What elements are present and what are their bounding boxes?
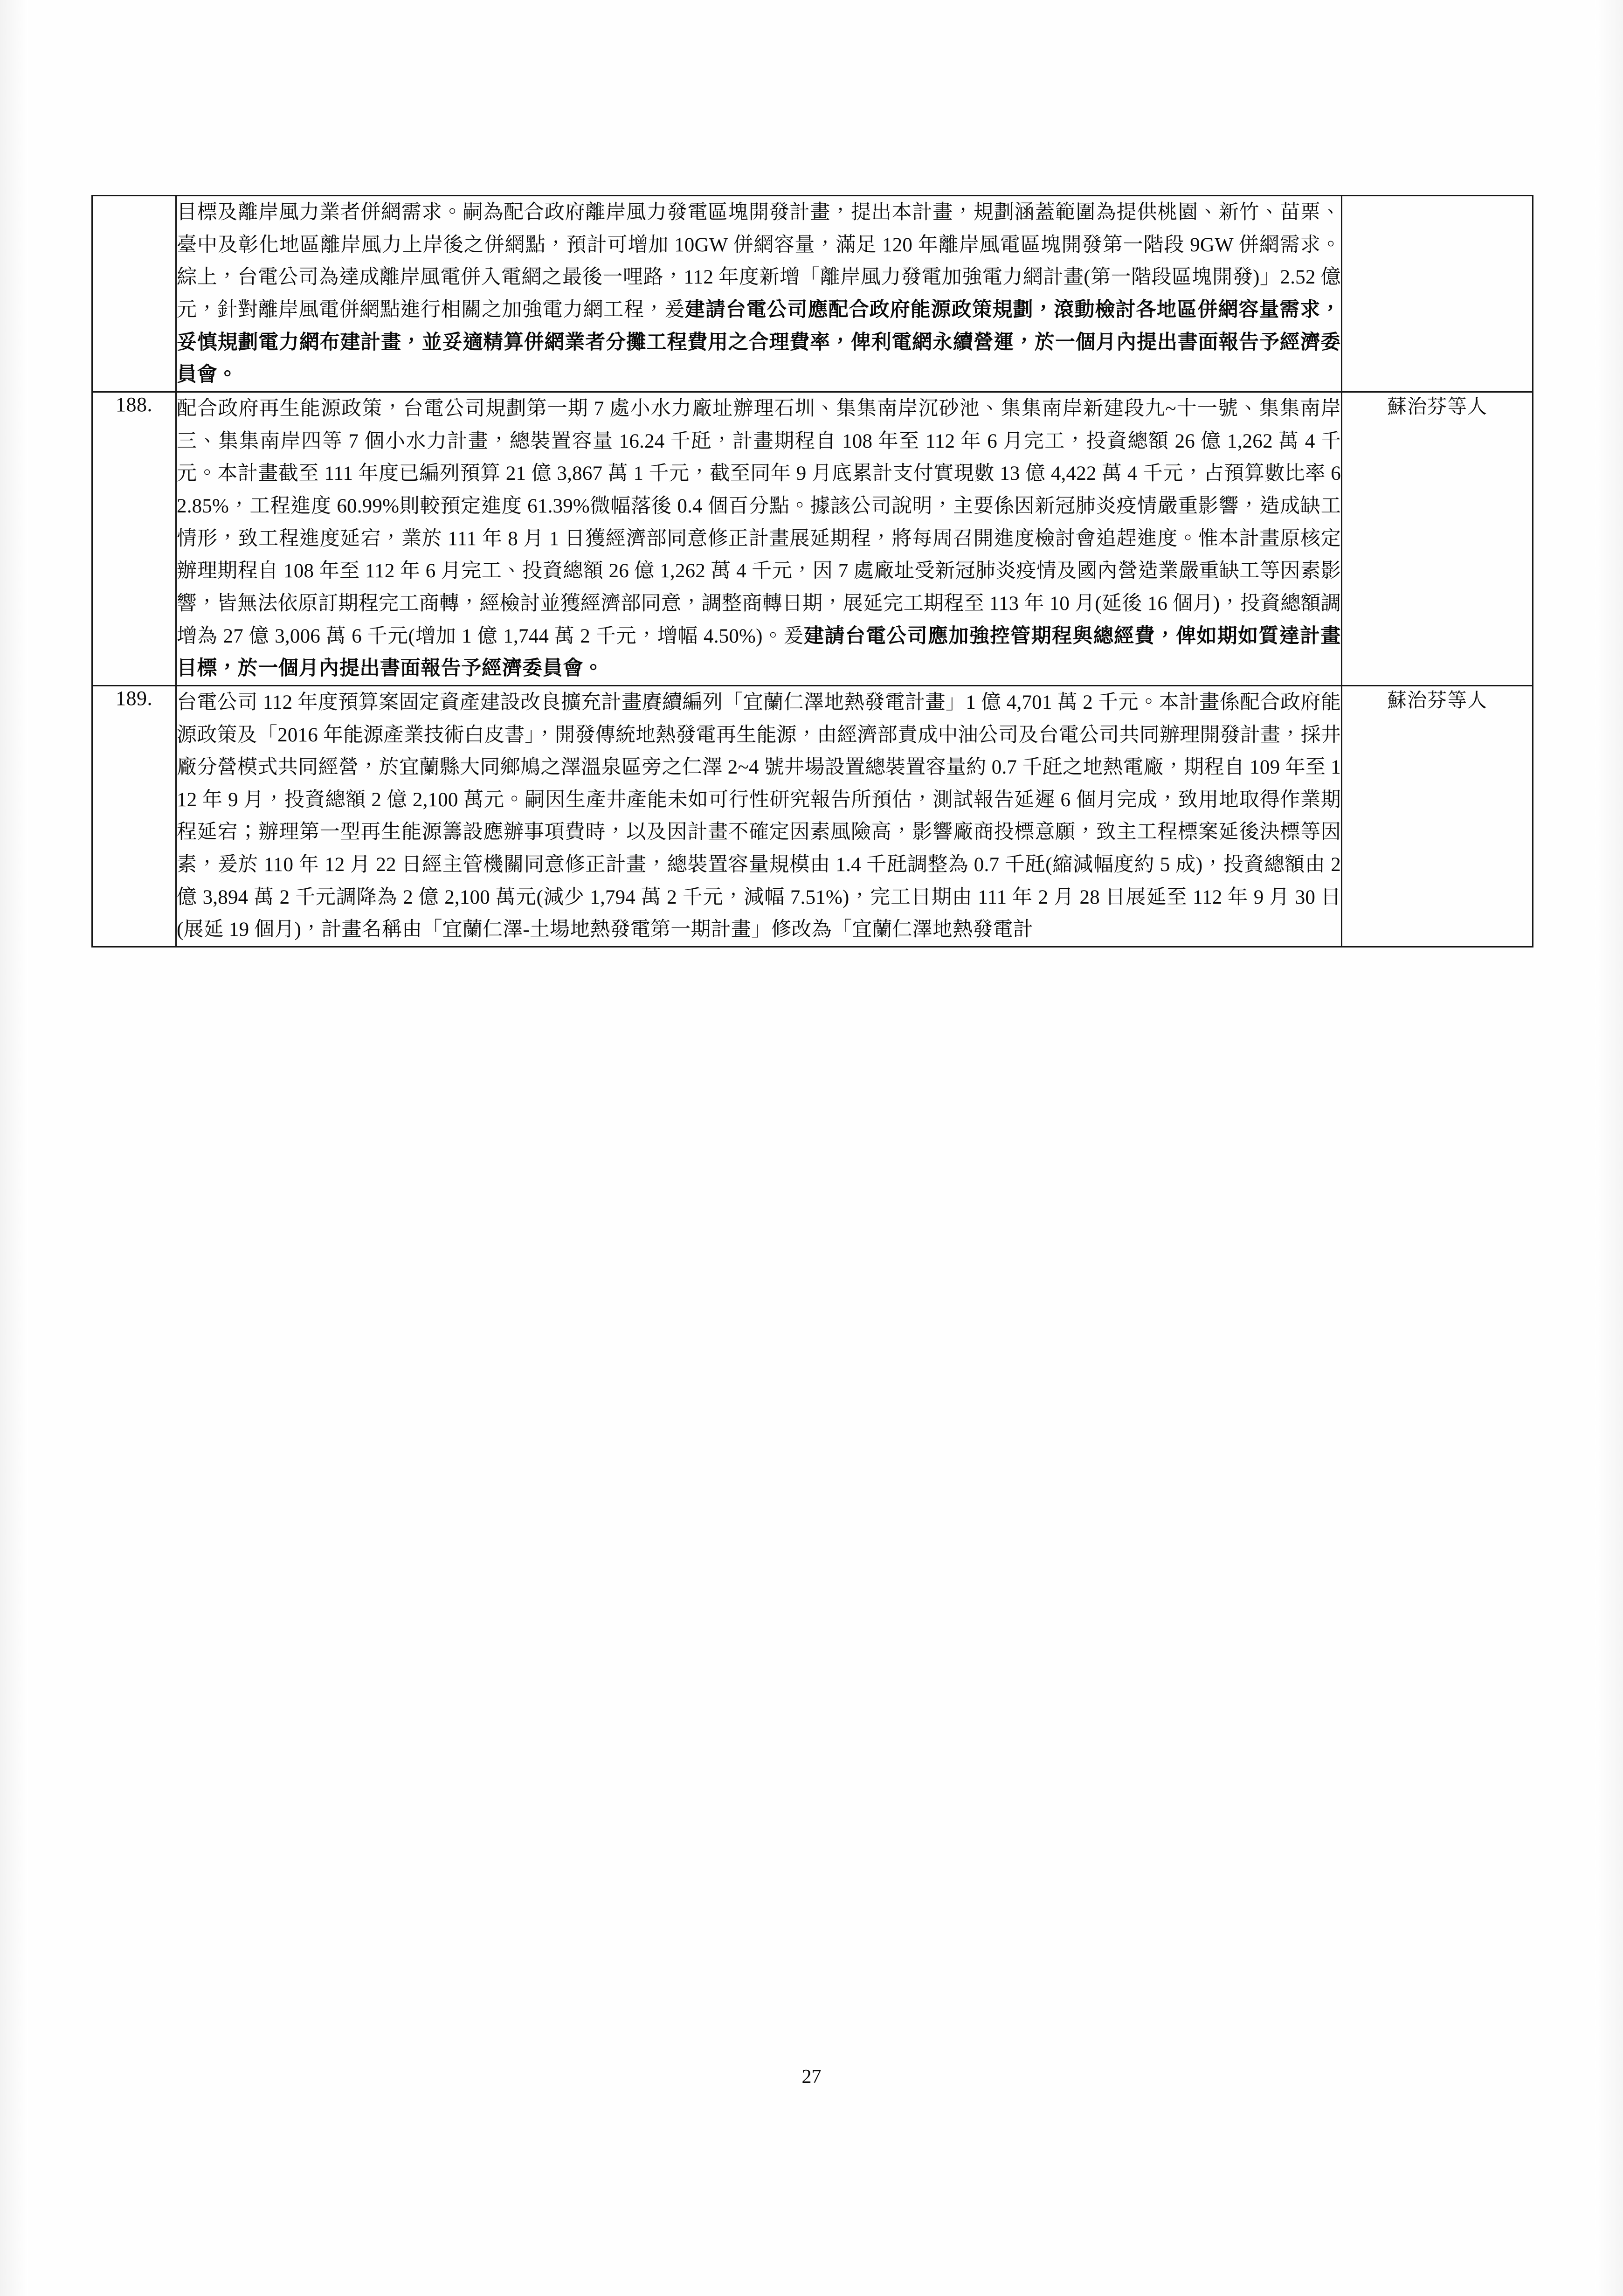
paragraph [177, 196, 1341, 391]
paragraph-normal-text: 目標及離岸風力業者併網需求。嗣為配合政府離岸風力發電區塊開發計畫，提出本計畫，規劃涵蓋範圍為提供桃園、新竹、苗栗、臺中及彰化地區離岸風力上岸後之併網點，預計可增加 10GW 併網容量，滿足 120 年離岸風電區塊開發第一階段 9GW 併網需求。綜上，台電公司為達成離岸風電併入電網之最後一哩路，112 年度新增「離岸風力發電加強電力網計畫(第一階段區塊開發)」2.52 億元，針對離岸風電併網點進行相關之加強電力網工程，爰 [177, 201, 1341, 321]
budget-review-table [91, 195, 1533, 947]
page-left-edge [0, 0, 28, 2296]
row-number-cell: 188. [92, 392, 176, 685]
row-content-cell [176, 196, 1342, 392]
page-number: 27 [801, 2066, 822, 2088]
table-row [92, 196, 1533, 392]
row-number-cell: 189. [92, 685, 176, 947]
paragraph-bold-text: 建請台電公司應加強控管期程與總經費，俾如期如質達計畫目標，於一個月內提出書面報告予經濟委員會。 [177, 625, 1341, 680]
page-right-edge [1595, 0, 1623, 2296]
table-row [92, 685, 1533, 947]
paragraph-normal-text: 台電公司 112 年度預算案固定資產建設改良擴充計畫賡續編列「宜蘭仁澤地熱發電計畫」1 億 4,701 萬 2 千元。本計畫係配合政府能源政策及「2016 年能源產業技術白皮書」，開發傳統地熱發電再生能源，由經濟部責成中油公司及台電公司共同辦理開發計畫，採井廠分營模式共同經營，於宜蘭縣大同鄉鳩之澤溫泉區旁之仁澤 2~4 號井場設置總裝置容量約 0.7 千瓩之地熱電廠，期程自 109 年至 112 年 9 月，投資總額 2 億 2,100 萬元。嗣因生產井產能未如可行性研究報告所預估，測試報告延遲 6 個月完成，致用地取得作業期程延宕；辦理第一型再生能源籌設應辦事項費時，以及因計畫不確定因素風險高，影響廠商投標意願，致主工程標案延後決標等因素，爰於 110 年 12 月 22 日經主管機關同意修正計畫，總裝置容量規模由 1.4 千瓩調整為 0.7 千瓩(縮減幅度約 5 成)，投資總額由 2 億 3,894 萬 2 千元調降為 2 億 2,100 萬元(減少 1,794 萬 2 千元，減幅 7.51%)，完工日期由 111 年 2 月 28 日展延至 112 年 9 月 30 日(展延 19 個月)，計畫名稱由「宜蘭仁澤-土場地熱發電第一期計畫」修改為「宜蘭仁澤地熱發電計 [177, 691, 1341, 941]
paragraph-normal-text: 配合政府再生能源政策，台電公司規劃第一期 7 處小水力廠址辦理石圳、集集南岸沉砂池、集集南岸新建段九~十一號、集集南岸三、集集南岸四等 7 個小水力計畫，總裝置容量 16.24 千瓩，計畫期程自 108 年至 112 年 6 月完工，投資總額 26 億 1,262 萬 4 千元。本計畫截至 111 年度已編列預算 21 億 3,867 萬 1 千元，截至同年 9 月底累計支付實現數 13 億 4,422 萬 4 千元，占預算數比率 62.85%，工程進度 60.99%則較預定進度 61.39%微幅落後 0.4 個百分點。據該公司說明，主要係因新冠肺炎疫情嚴重影響，造成缺工情形，致工程進度延宕，業於 111 年 8 月 1 日獲經濟部同意修正計畫展延期程，將每周召開進度檢討會追趕進度。惟本計畫原核定辦理期程自 108 年至 112 年 6 月完工、投資總額 26 億 1,262 萬 4 千元，因 7 處廠址受新冠肺炎疫情及國內營造業嚴重缺工等因素影響，皆無法依原訂期程完工商轉，經檢討並獲經濟部同意，調整商轉日期，展延完工期程至 113 年 10 月(延後 16 個月)，投資總額調增為 27 億 3,006 萬 6 千元(增加 1 億 1,744 萬 2 千元，增幅 4.50%)。爰 [177, 397, 1341, 647]
row-content-cell [176, 392, 1342, 685]
paragraph [177, 686, 1341, 946]
row-proposer-cell: 蘇治芬等人 [1342, 685, 1533, 947]
row-proposer-cell: 蘇治芬等人 [1342, 392, 1533, 685]
table-row [92, 392, 1533, 685]
paragraph-bold-text: 建請台電公司應配合政府能源政策規劃，滾動檢討各地區併網容量需求，妥慎規劃電力網布建計畫，並妥適精算併網業者分攤工程費用之合理費率，俾利電網永續營運，於一個月內提出書面報告予經濟委員會。 [177, 298, 1341, 386]
row-content-cell [176, 685, 1342, 947]
row-proposer-cell [1342, 196, 1533, 392]
paragraph [177, 393, 1341, 685]
row-number-cell [92, 196, 176, 392]
